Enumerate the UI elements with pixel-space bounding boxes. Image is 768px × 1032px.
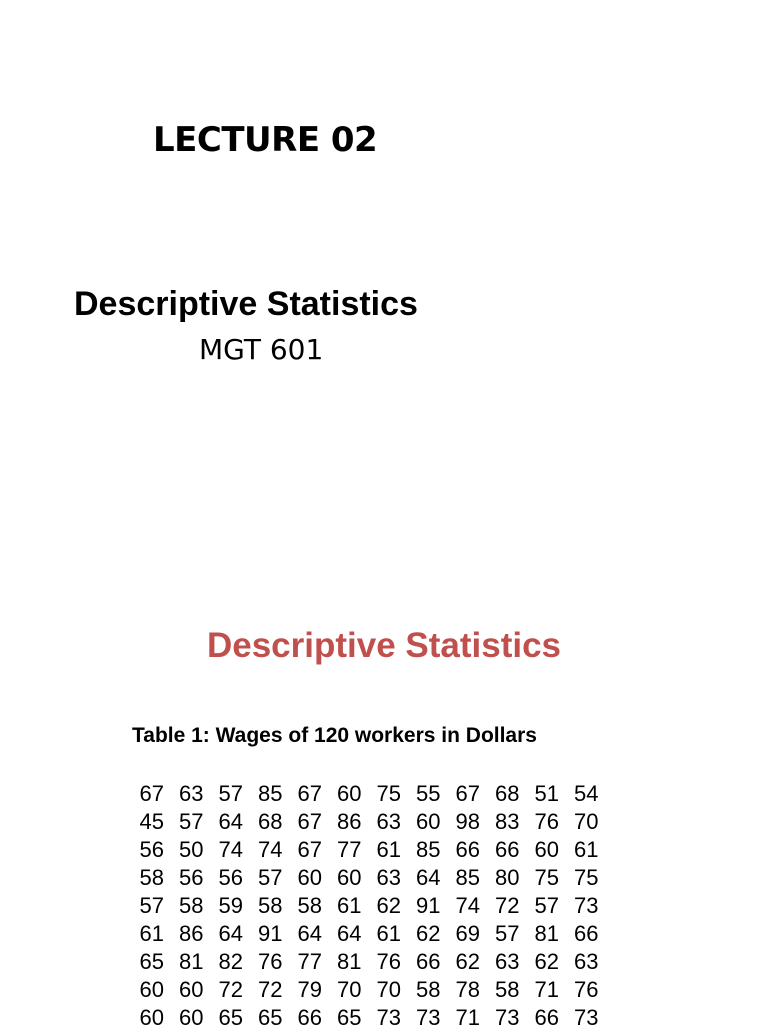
- table-cell: 77: [337, 837, 362, 862]
- table-cell: 58: [139, 865, 164, 890]
- table-cell: 77: [297, 949, 322, 974]
- table-cell: 75: [376, 781, 401, 806]
- table-cell: 70: [574, 809, 599, 834]
- table-cell: 85: [416, 837, 441, 862]
- table-cell: 61: [139, 921, 164, 946]
- table-cell: 66: [534, 1005, 559, 1030]
- table-cell: 67: [297, 809, 322, 834]
- table-cell: 57: [534, 893, 559, 918]
- table-cell: 76: [376, 949, 401, 974]
- table-cell: 72: [495, 893, 520, 918]
- table-cell: 80: [495, 865, 520, 890]
- table-cell: 83: [495, 809, 520, 834]
- table-cell: 76: [534, 809, 559, 834]
- table-cell: 67: [455, 781, 480, 806]
- table-cell: 63: [376, 809, 401, 834]
- table-cell: 57: [179, 809, 204, 834]
- table-cell: 63: [495, 949, 520, 974]
- slide-2: [0, 576, 768, 1030]
- table-cell: 91: [258, 921, 283, 946]
- table-cell: 63: [574, 949, 599, 974]
- table-cell: 66: [495, 837, 520, 862]
- table-cell: 81: [179, 949, 204, 974]
- table-cell: 63: [376, 865, 401, 890]
- table-cell: 74: [218, 837, 243, 862]
- table-cell: 61: [337, 893, 362, 918]
- table-cell: 66: [574, 921, 599, 946]
- table-cell: 57: [218, 781, 243, 806]
- table-cell: 73: [574, 1005, 599, 1030]
- lecture-title: LECTURE 02: [153, 120, 378, 160]
- table-cell: 60: [179, 977, 204, 1002]
- table-row: [132, 836, 606, 864]
- table-cell: 60: [139, 977, 164, 1002]
- table-cell: 60: [416, 809, 441, 834]
- table-cell: 72: [218, 977, 243, 1002]
- table-cell: 60: [297, 865, 322, 890]
- table-cell: 66: [297, 1005, 322, 1030]
- table-cell: 56: [139, 837, 164, 862]
- table-cell: 60: [139, 1005, 164, 1030]
- table-cell: 60: [337, 781, 362, 806]
- table-cell: 68: [495, 781, 520, 806]
- table-cell: 60: [179, 1005, 204, 1030]
- wages-table-body: [132, 780, 606, 1032]
- table-cell: 62: [416, 921, 441, 946]
- slide-1-title: Descriptive Statistics: [74, 285, 418, 323]
- table-cell: 85: [455, 865, 480, 890]
- table-cell: 66: [455, 837, 480, 862]
- table-cell: 71: [534, 977, 559, 1002]
- table-cell: 69: [455, 921, 480, 946]
- table-cell: 76: [574, 977, 599, 1002]
- table-cell: 73: [574, 893, 599, 918]
- table-row: [132, 1004, 606, 1032]
- table-cell: 58: [258, 893, 283, 918]
- table-cell: 67: [297, 837, 322, 862]
- table-cell: 86: [179, 921, 204, 946]
- wages-table: [132, 780, 606, 1032]
- table-cell: 82: [218, 949, 243, 974]
- table-cell: 64: [218, 809, 243, 834]
- table-cell: 79: [297, 977, 322, 1002]
- table-cell: 74: [455, 893, 480, 918]
- table-cell: 57: [258, 865, 283, 890]
- table-cell: 67: [139, 781, 164, 806]
- table-cell: 78: [455, 977, 480, 1002]
- table-cell: 71: [455, 1005, 480, 1030]
- table-row: [132, 864, 606, 892]
- table-cell: 74: [258, 837, 283, 862]
- table-row: [132, 976, 606, 1004]
- table-cell: 60: [534, 837, 559, 862]
- table-cell: 70: [337, 977, 362, 1002]
- table-cell: 65: [258, 1005, 283, 1030]
- table-row: [132, 948, 606, 976]
- table-cell: 45: [139, 809, 164, 834]
- table-cell: 65: [139, 949, 164, 974]
- table-cell: 63: [179, 781, 204, 806]
- table-cell: 62: [534, 949, 559, 974]
- table-cell: 70: [376, 977, 401, 1002]
- table-cell: 85: [258, 781, 283, 806]
- table-cell: 65: [218, 1005, 243, 1030]
- table-cell: 57: [495, 921, 520, 946]
- table-cell: 51: [534, 781, 559, 806]
- table-row: [132, 808, 606, 836]
- table-cell: 64: [297, 921, 322, 946]
- table-cell: 81: [534, 921, 559, 946]
- table-cell: 59: [218, 893, 243, 918]
- table-caption: Table 1: Wages of 120 workers in Dollars: [132, 724, 537, 747]
- table-row: [132, 780, 606, 808]
- table-cell: 64: [416, 865, 441, 890]
- slide-2-title: Descriptive Statistics: [206, 626, 562, 665]
- table-cell: 58: [297, 893, 322, 918]
- table-cell: 65: [337, 1005, 362, 1030]
- table-cell: 81: [337, 949, 362, 974]
- table-cell: 61: [574, 837, 599, 862]
- table-cell: 61: [376, 921, 401, 946]
- table-cell: 86: [337, 809, 362, 834]
- table-cell: 50: [179, 837, 204, 862]
- table-cell: 60: [337, 865, 362, 890]
- table-cell: 61: [376, 837, 401, 862]
- table-cell: 58: [179, 893, 204, 918]
- table-cell: 73: [416, 1005, 441, 1030]
- table-cell: 68: [258, 809, 283, 834]
- table-row: [132, 920, 606, 948]
- table-cell: 98: [455, 809, 480, 834]
- table-cell: 91: [416, 893, 441, 918]
- table-cell: 56: [179, 865, 204, 890]
- table-cell: 57: [139, 893, 164, 918]
- table-cell: 66: [416, 949, 441, 974]
- table-cell: 58: [416, 977, 441, 1002]
- table-cell: 64: [337, 921, 362, 946]
- table-cell: 58: [495, 977, 520, 1002]
- table-cell: 62: [455, 949, 480, 974]
- table-cell: 67: [297, 781, 322, 806]
- table-cell: 54: [574, 781, 599, 806]
- table-cell: 73: [376, 1005, 401, 1030]
- table-row: [132, 892, 606, 920]
- table-cell: 64: [218, 921, 243, 946]
- table-cell: 73: [495, 1005, 520, 1030]
- table-cell: 75: [574, 865, 599, 890]
- table-cell: 55: [416, 781, 441, 806]
- table-cell: 76: [258, 949, 283, 974]
- table-cell: 72: [258, 977, 283, 1002]
- course-code: MGT 601: [199, 333, 324, 366]
- table-cell: 75: [534, 865, 559, 890]
- table-cell: 62: [376, 893, 401, 918]
- table-cell: 56: [218, 865, 243, 890]
